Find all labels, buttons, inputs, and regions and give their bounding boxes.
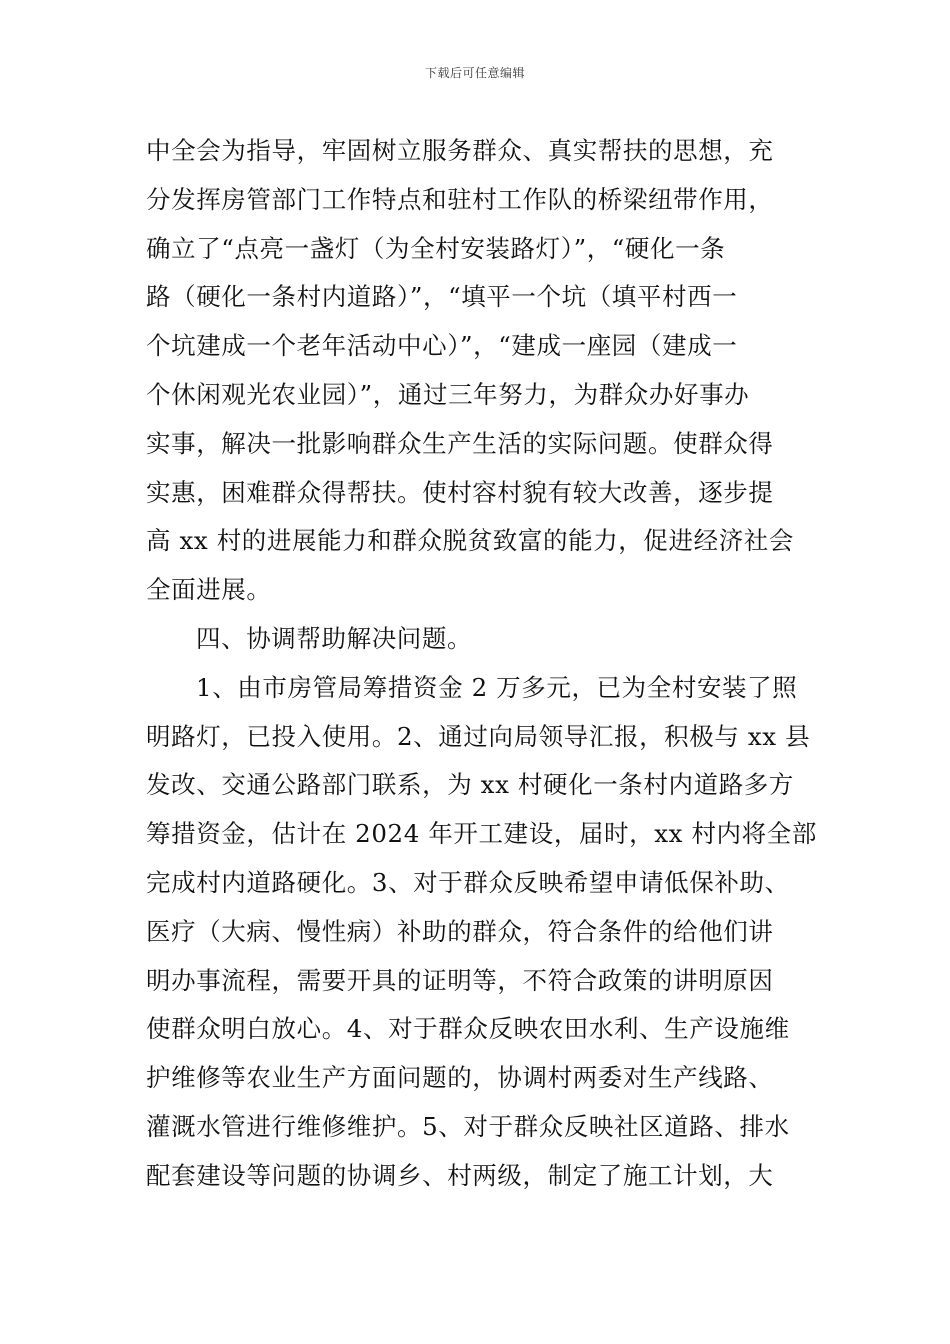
text-line: 个坑建成一个老年活动中心）”，“建成一座园（建成一 bbox=[146, 331, 738, 361]
text-line: 明办事流程，需要开具的证明等，不符合政策的讲明原因 bbox=[146, 965, 774, 995]
page-header: 下载后可任意编辑 bbox=[424, 66, 525, 80]
text-line: 发改、交通公路部门联系，为 xx 村硬化一条村内道路多方 bbox=[146, 770, 795, 800]
section-heading: 四、协调帮助解决问题。 bbox=[196, 623, 473, 653]
text-line: 中全会为指导，牢固树立服务群众、真实帮扶的思想，充 bbox=[146, 136, 774, 165]
text-line: 配套建设等问题的协调乡、村两级，制定了施工计划，大 bbox=[146, 1160, 774, 1190]
text-line: 护维修等农业生产方面问题的，协调村两委对生产线路、 bbox=[146, 1063, 774, 1093]
text-line: 明路灯，已投入使用。2、通过向局领导汇报，积极与 xx 县 bbox=[146, 721, 811, 751]
text-line: 使群众明白放心。4、对于群众反映农田水利、生产设施维 bbox=[146, 1014, 790, 1044]
text-line: 确立了“点亮一盏灯（为全村安装路灯）”，“硬化一条 bbox=[146, 233, 726, 263]
text-line: 路（硬化一条村内道路）”，“填平一个坑（填平村西一 bbox=[146, 282, 738, 312]
text-line: 实事，解决一批影响群众生产生活的实际问题。使群众得 bbox=[146, 428, 774, 458]
text-line: 筹措资金，估计在 2024 年开工建设，届时，xx 村内将全部 bbox=[146, 819, 817, 849]
text-line: 全面进展。 bbox=[146, 575, 272, 605]
text-line: 1、由市房管局筹措资金 2 万多元，已为全村安装了照 bbox=[196, 672, 798, 702]
text-line: 灌溉水管进行维修维护。5、对于群众反映社区道路、排水 bbox=[146, 1111, 790, 1141]
text-line: 个休闲观光农业园）”，通过三年努力，为群众办好事办 bbox=[146, 379, 750, 409]
document-body bbox=[146, 127, 817, 1201]
text-line: 完成村内道路硬化。3、对于群众反映希望申请低保补助、 bbox=[146, 867, 790, 897]
text-line: 实惠，困难群众得帮扶。使村容村貌有较大改善，逐步提 bbox=[146, 477, 774, 507]
text-line: 医疗（大病、慢性病）补助的群众，符合条件的给他们讲 bbox=[146, 916, 774, 946]
text-line: 高 xx 村的进展能力和群众脱贫致富的能力，促进经济社会 bbox=[146, 526, 795, 556]
text-line: 分发挥房管部门工作特点和驻村工作队的桥梁纽带作用， bbox=[146, 184, 774, 214]
